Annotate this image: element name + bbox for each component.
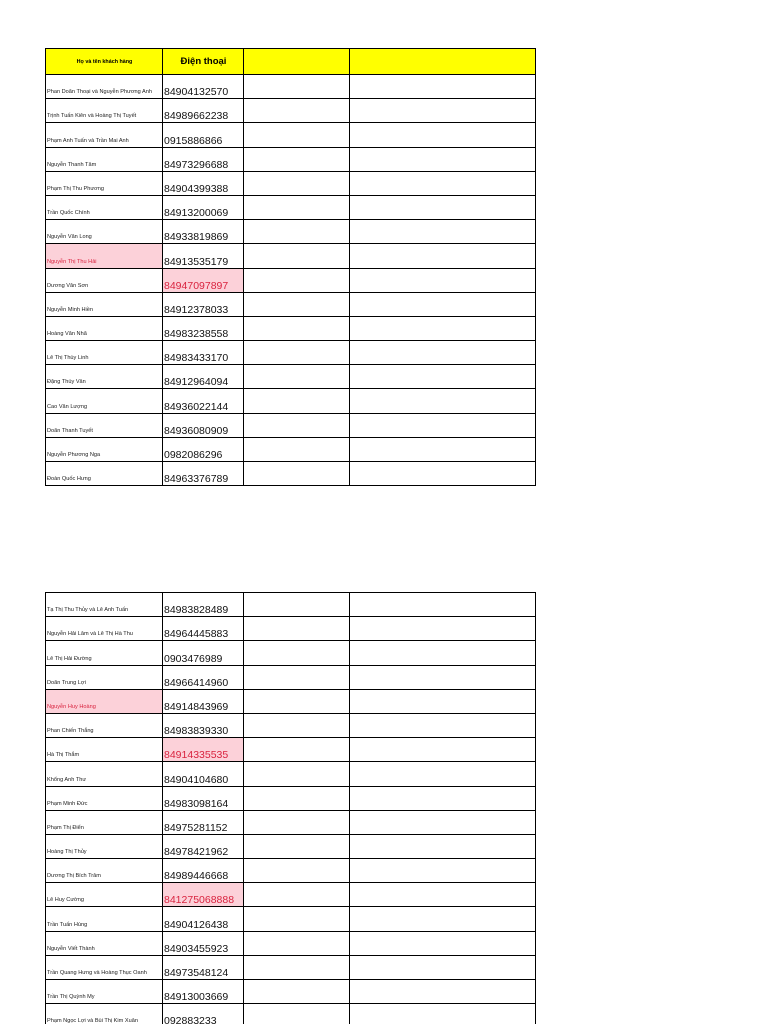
- cell-empty[interactable]: [350, 834, 536, 858]
- cell-empty[interactable]: [244, 123, 350, 147]
- table-row: [46, 365, 536, 389]
- cell-customer-name[interactable]: Hà Thị Thắm: [46, 738, 163, 762]
- cell-empty[interactable]: [244, 641, 350, 665]
- table-row: [46, 462, 536, 486]
- header-cell-empty[interactable]: [350, 49, 536, 75]
- cell-empty[interactable]: [350, 810, 536, 834]
- cell-empty[interactable]: [244, 171, 350, 195]
- cell-customer-name[interactable]: Trần Tuấn Hùng: [46, 907, 163, 931]
- cell-empty[interactable]: [350, 389, 536, 413]
- cell-empty[interactable]: [244, 859, 350, 883]
- cell-empty[interactable]: [350, 413, 536, 437]
- header-cell-name[interactable]: Họ và tên khách hàng: [46, 49, 163, 75]
- cell-customer-name[interactable]: Đặng Thúy Vân: [46, 365, 163, 389]
- cell-empty[interactable]: [350, 883, 536, 907]
- table-row: [46, 171, 536, 195]
- cell-empty[interactable]: [350, 123, 536, 147]
- cell-phone-number[interactable]: 84912964094: [163, 365, 244, 389]
- table-row: [46, 617, 536, 641]
- cell-phone-number[interactable]: 84913200069: [163, 195, 244, 219]
- table-row: [46, 955, 536, 979]
- cell-customer-name[interactable]: Phan Doãn Thoại và Nguyễn Phương Anh: [46, 75, 163, 99]
- cell-empty[interactable]: [244, 462, 350, 486]
- cell-empty[interactable]: [244, 689, 350, 713]
- cell-phone-number[interactable]: 84933819869: [163, 220, 244, 244]
- table-row: [46, 195, 536, 219]
- cell-customer-name[interactable]: Đoàn Quốc Hưng: [46, 462, 163, 486]
- table-row: [46, 99, 536, 123]
- cell-phone-number[interactable]: 84914335535: [163, 738, 244, 762]
- cell-customer-name[interactable]: Cao Văn Lượng: [46, 389, 163, 413]
- table-row: [46, 980, 536, 1004]
- cell-customer-name[interactable]: Nguyễn Viết Thành: [46, 931, 163, 955]
- cell-customer-name[interactable]: Lê Thị Hải Đường: [46, 641, 163, 665]
- cell-empty[interactable]: [244, 713, 350, 737]
- cell-empty[interactable]: [350, 641, 536, 665]
- cell-empty[interactable]: [350, 268, 536, 292]
- cell-empty[interactable]: [350, 713, 536, 737]
- cell-empty[interactable]: [244, 593, 350, 617]
- cell-empty[interactable]: [350, 955, 536, 979]
- cell-empty[interactable]: [350, 1004, 536, 1024]
- table-row: [46, 244, 536, 268]
- table-row: [46, 123, 536, 147]
- cell-empty[interactable]: [350, 171, 536, 195]
- table-row: [46, 907, 536, 931]
- cell-phone-number[interactable]: 84983433170: [163, 341, 244, 365]
- cell-phone-number[interactable]: 84973296688: [163, 147, 244, 171]
- table-row: [46, 389, 536, 413]
- cell-phone-number[interactable]: 84903455923: [163, 931, 244, 955]
- cell-phone-number[interactable]: 84983839330: [163, 713, 244, 737]
- cell-empty[interactable]: [244, 147, 350, 171]
- cell-customer-name[interactable]: Khổng Anh Thư: [46, 762, 163, 786]
- cell-customer-name[interactable]: Hoàng Văn Nhã: [46, 316, 163, 340]
- cell-empty[interactable]: [244, 931, 350, 955]
- cell-empty[interactable]: [244, 883, 350, 907]
- cell-empty[interactable]: [244, 389, 350, 413]
- cell-empty[interactable]: [350, 365, 536, 389]
- table-row: [46, 665, 536, 689]
- cell-empty[interactable]: [350, 762, 536, 786]
- cell-empty[interactable]: [244, 413, 350, 437]
- table-row: [46, 147, 536, 171]
- table-row: [46, 834, 536, 858]
- cell-customer-name[interactable]: Phạm Ngọc Lợi và Bùi Thị Kim Xuân: [46, 1004, 163, 1024]
- table-row: [46, 762, 536, 786]
- cell-customer-name[interactable]: Nguyễn Thị Thu Hải: [46, 244, 163, 268]
- cell-empty[interactable]: [350, 980, 536, 1004]
- cell-phone-number[interactable]: 84904399388: [163, 171, 244, 195]
- cell-customer-name[interactable]: Dương Thị Bích Trâm: [46, 859, 163, 883]
- cell-empty[interactable]: [350, 786, 536, 810]
- cell-customer-name[interactable]: Phạm Thị Điển: [46, 810, 163, 834]
- cell-empty[interactable]: [350, 292, 536, 316]
- cell-phone-number[interactable]: 84936080909: [163, 413, 244, 437]
- cell-empty[interactable]: [244, 220, 350, 244]
- cell-customer-name[interactable]: Nguyễn Hải Lâm và Lê Thị Hà Thu: [46, 617, 163, 641]
- cell-phone-number[interactable]: 84964445883: [163, 617, 244, 641]
- cell-customer-name[interactable]: Doãn Thanh Tuyết: [46, 413, 163, 437]
- table-row: [46, 593, 536, 617]
- cell-customer-name[interactable]: Trần Quốc Chính: [46, 195, 163, 219]
- cell-empty[interactable]: [244, 786, 350, 810]
- cell-empty[interactable]: [244, 365, 350, 389]
- cell-empty[interactable]: [350, 220, 536, 244]
- cell-phone-number[interactable]: 84947097897: [163, 268, 244, 292]
- cell-empty[interactable]: [244, 244, 350, 268]
- cell-customer-name[interactable]: Trần Thị Quỳnh My: [46, 980, 163, 1004]
- cell-empty[interactable]: [244, 617, 350, 641]
- cell-phone-number[interactable]: 84912378033: [163, 292, 244, 316]
- table-row: [46, 316, 536, 340]
- cell-phone-number[interactable]: 84983238558: [163, 316, 244, 340]
- table-row: [46, 931, 536, 955]
- table-row: [46, 786, 536, 810]
- table-row: [46, 292, 536, 316]
- cell-customer-name[interactable]: Hoàng Thị Thủy: [46, 834, 163, 858]
- cell-empty[interactable]: [244, 99, 350, 123]
- cell-phone-number[interactable]: 0982086296: [163, 437, 244, 461]
- cell-customer-name[interactable]: Doãn Trung Lợi: [46, 665, 163, 689]
- cell-empty[interactable]: [350, 244, 536, 268]
- cell-empty[interactable]: [244, 955, 350, 979]
- table-row: [46, 713, 536, 737]
- cell-phone-number[interactable]: 84963376789: [163, 462, 244, 486]
- cell-empty[interactable]: [350, 341, 536, 365]
- cell-empty[interactable]: [350, 689, 536, 713]
- cell-empty[interactable]: [244, 316, 350, 340]
- cell-empty[interactable]: [244, 195, 350, 219]
- cell-customer-name[interactable]: Phan Chiến Thắng: [46, 713, 163, 737]
- cell-empty[interactable]: [244, 834, 350, 858]
- cell-empty[interactable]: [244, 907, 350, 931]
- table-row: [46, 641, 536, 665]
- cell-customer-name[interactable]: Lê Thị Thùy Linh: [46, 341, 163, 365]
- table-row: [46, 810, 536, 834]
- cell-customer-name[interactable]: Phạm Thị Thu Phương: [46, 171, 163, 195]
- cell-empty[interactable]: [350, 195, 536, 219]
- cell-phone-number[interactable]: 84983828489: [163, 593, 244, 617]
- table-row: [46, 738, 536, 762]
- cell-empty[interactable]: [350, 316, 536, 340]
- cell-phone-number[interactable]: 84975281152: [163, 810, 244, 834]
- cell-empty[interactable]: [350, 593, 536, 617]
- cell-customer-name[interactable]: Nguyễn Huy Hoàng: [46, 689, 163, 713]
- table-row: [46, 268, 536, 292]
- cell-phone-number[interactable]: 84978421962: [163, 834, 244, 858]
- cell-empty[interactable]: [244, 762, 350, 786]
- cell-phone-number[interactable]: 84989446668: [163, 859, 244, 883]
- table-row: [46, 341, 536, 365]
- header-row: [46, 49, 536, 75]
- cell-empty[interactable]: [350, 617, 536, 641]
- cell-customer-name[interactable]: Phạm Minh Đức: [46, 786, 163, 810]
- cell-phone-number[interactable]: 84936022144: [163, 389, 244, 413]
- cell-empty[interactable]: [244, 75, 350, 99]
- cell-phone-number[interactable]: 84913535179: [163, 244, 244, 268]
- table-row: [46, 1004, 536, 1024]
- cell-phone-number[interactable]: 84904132570: [163, 75, 244, 99]
- table-row: [46, 220, 536, 244]
- cell-empty[interactable]: [244, 437, 350, 461]
- table-row: [46, 883, 536, 907]
- cell-empty[interactable]: [350, 99, 536, 123]
- cell-customer-name[interactable]: Nguyễn Thanh Tâm: [46, 147, 163, 171]
- cell-phone-number[interactable]: 84914843969: [163, 689, 244, 713]
- cell-phone-number[interactable]: 84989662238: [163, 99, 244, 123]
- cell-customer-name[interactable]: Dương Văn Sơn: [46, 268, 163, 292]
- customer-table-2: [45, 592, 536, 1024]
- cell-customer-name[interactable]: Tạ Thị Thu Thủy và Lê Anh Tuấn: [46, 593, 163, 617]
- cell-customer-name[interactable]: Phạm Anh Tuấn và Trần Mai Anh: [46, 123, 163, 147]
- cell-empty[interactable]: [350, 147, 536, 171]
- cell-customer-name[interactable]: Nguyễn Văn Long: [46, 220, 163, 244]
- cell-empty[interactable]: [244, 341, 350, 365]
- cell-phone-number[interactable]: 84904126438: [163, 907, 244, 931]
- cell-phone-number[interactable]: 84904104680: [163, 762, 244, 786]
- cell-empty[interactable]: [244, 665, 350, 689]
- cell-phone-number[interactable]: 84913003669: [163, 980, 244, 1004]
- table-row: [46, 75, 536, 99]
- cell-empty[interactable]: [350, 665, 536, 689]
- cell-empty[interactable]: [350, 931, 536, 955]
- cell-empty[interactable]: [244, 810, 350, 834]
- cell-empty[interactable]: [350, 75, 536, 99]
- cell-phone-number[interactable]: 84983098164: [163, 786, 244, 810]
- cell-empty[interactable]: [244, 292, 350, 316]
- cell-phone-number[interactable]: 092883233: [163, 1004, 244, 1024]
- cell-customer-name[interactable]: Lê Huy Cường: [46, 883, 163, 907]
- cell-phone-number[interactable]: 841275068888: [163, 883, 244, 907]
- cell-empty[interactable]: [350, 907, 536, 931]
- cell-empty[interactable]: [244, 268, 350, 292]
- table-row: [46, 689, 536, 713]
- header-cell-empty[interactable]: [244, 49, 350, 75]
- cell-customer-name[interactable]: Trần Quang Hưng và Hoàng Thục Oanh: [46, 955, 163, 979]
- cell-phone-number[interactable]: 84966414960: [163, 665, 244, 689]
- cell-empty[interactable]: [350, 462, 536, 486]
- table-row: [46, 859, 536, 883]
- cell-empty[interactable]: [244, 980, 350, 1004]
- cell-empty[interactable]: [350, 437, 536, 461]
- cell-customer-name[interactable]: Nguyễn Minh Hiền: [46, 292, 163, 316]
- table-row: [46, 437, 536, 461]
- cell-phone-number[interactable]: 0915886866: [163, 123, 244, 147]
- cell-empty[interactable]: [244, 1004, 350, 1024]
- cell-empty[interactable]: [350, 738, 536, 762]
- header-cell-phone[interactable]: Điện thoại: [163, 49, 244, 75]
- table-row: [46, 413, 536, 437]
- cell-empty[interactable]: [244, 738, 350, 762]
- cell-phone-number[interactable]: 0903476989: [163, 641, 244, 665]
- cell-customer-name[interactable]: Trịnh Tuấn Kiên và Hoàng Thị Tuyết: [46, 99, 163, 123]
- cell-customer-name[interactable]: Nguyễn Phương Nga: [46, 437, 163, 461]
- cell-phone-number[interactable]: 84973548124: [163, 955, 244, 979]
- customer-table-1: [45, 48, 536, 486]
- cell-empty[interactable]: [350, 859, 536, 883]
